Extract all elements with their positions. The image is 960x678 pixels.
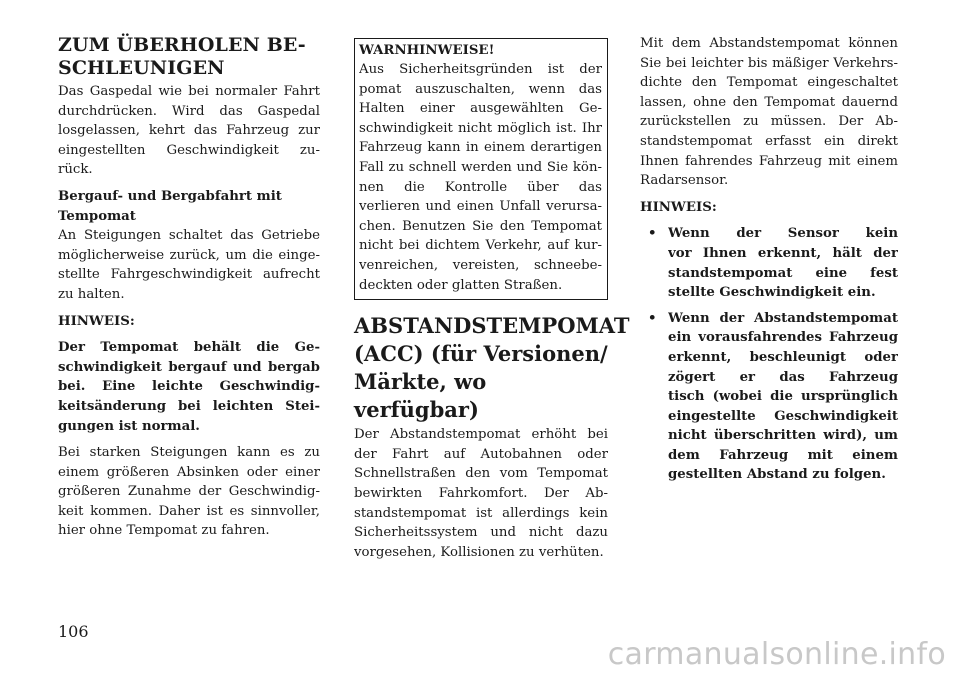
bullet-list (640, 224, 898, 485)
paragraph-steep-gradients: Bei starken Steigungen kann es zu einem größeren Absinken oder einer größeren Zunahme der Geschwindig- keit kommen. Daher ist es sinnvoller, hier ohne Tempomat zu fahren. (58, 445, 320, 539)
note-label-acc: HINWEIS: (640, 199, 717, 215)
warning-box (354, 38, 608, 300)
column-3 (640, 34, 898, 491)
paragraph-accelerator: Das Gaspedal wie bei normaler Fahrt durchdrücken. Wird das Gaspedal losgelassen, kehrt das Fahrzeug zur eingestellten Geschwindigkeit zu- rück. (58, 84, 320, 178)
section-heading-overtaking: ZUM ÜBERHOLEN BE- SCHLEUNIGEN (58, 34, 306, 79)
bullet-icon: • (648, 226, 657, 242)
note-text: Der Tempomat behält die Ge- schwindigkeit bergauf und bergab bei. Eine leichte Geschwindig- keitsänderung bei leichten Stei- gungen ist normal. (58, 340, 320, 434)
column-2 (354, 34, 630, 562)
list-item: • Wenn der Sensor kein vor Ihnen erkennt, hält der standstempomat eine fest stellte Geschwindigkeit ein. (648, 226, 898, 301)
bullet-icon: • (648, 310, 657, 326)
list-item: • Wenn der Abstandstempomat ein vorausfahrendes Fahrzeug erkennt, beschleunigt oder zögert er das Fahrzeug tisch (wobei die ursprünglich eingestellte Geschwindigkeit nicht überschritten wird), um dem Fahrzeug mit einem gestellten Abstand zu folgen. (648, 310, 898, 483)
section-heading-acc: ABSTANDSTEMPOMAT (ACC) (für Versionen/ Märkte, wo verfügbar) (354, 313, 630, 423)
subheading-uphill-downhill: Bergauf- und Bergabfahrt mit Tempomat (58, 188, 282, 224)
column-1 (58, 34, 320, 541)
warning-text: Aus Sicherheitsgründen ist der pomat auszuschalten, wenn das Halten einer ausgewählten Ge- schwindigkeit nicht möglich ist. Ihr Fahrzeug kann in einem derartigen Fall zu schnell werden und Sie kön- nen die Kontrolle über das verlieren und einen Unfall verursa- chen. Benutzen Sie den Tempomat nicht bei dichtem Verkehr, auf kur- venreichen, vereisten, schneebe- deckten oder glatten Straßen. (359, 62, 602, 293)
paragraph-acc-intro: Der Abstandstempomat erhöht bei der Fahrt auf Autobahnen oder Schnellstraßen den vom Tempomat bewirkten Fahrkomfort. Der Ab- standstempomat ist allerdings kein Sicherheitssystem und nicht dazu vorgesehen, Kollisionen zu verhüten. (354, 427, 608, 560)
warning-title: WARNHINWEISE! (359, 43, 495, 58)
page-number: 106 (58, 622, 89, 641)
paragraph-gradients: An Steigungen schaltet das Getriebe möglicherweise zurück, um die einge- stellte Fahrgeschwindigkeit aufrecht zu halten. (58, 228, 320, 302)
paragraph-acc-traffic: Mit dem Abstandstempomat können Sie bei leichter bis mäßiger Verkehrs- dichte den Tempomat eingeschaltet lassen, ohne den Tempomat dauernd zurückstellen zu müssen. Der Ab- standstempomat erfasst ein direkt Ihnen fahrendes Fahrzeug mit einem Radarsensor. (640, 36, 898, 189)
note-label: HINWEIS: (58, 313, 135, 329)
watermark: carmanualsonline.info (607, 637, 946, 672)
